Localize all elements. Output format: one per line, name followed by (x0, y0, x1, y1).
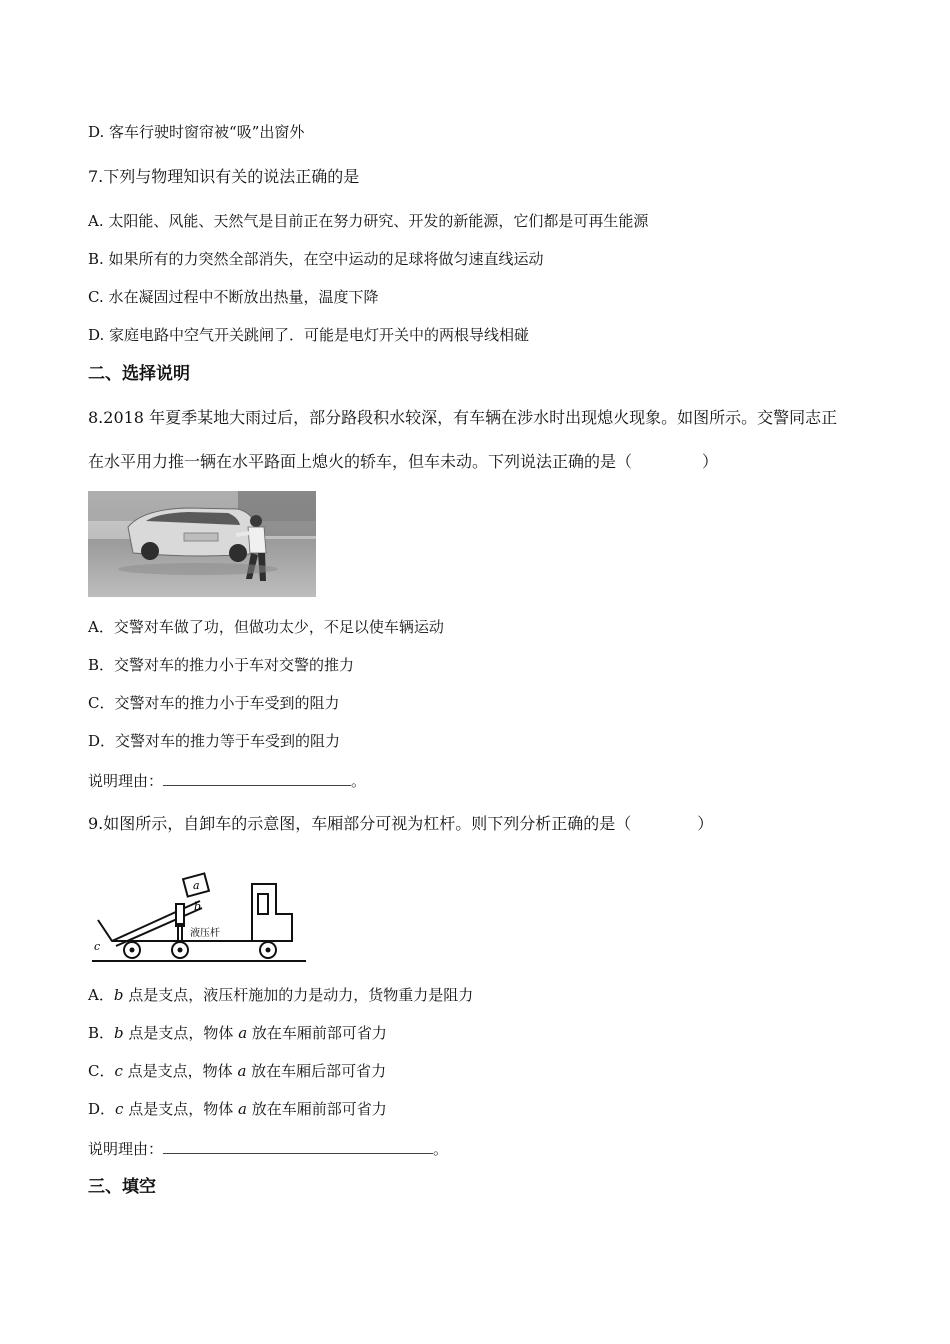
dump-truck-diagram (92, 866, 308, 966)
q6-option-d: D. 客车行驶时窗帘被“吸”出窗外 (88, 123, 305, 141)
q8-reason (88, 771, 366, 791)
q8-reason-label: 说明理由： (88, 772, 164, 790)
q8-option-a: A．交警对车做了功，但做功太少，不足以使车辆运动 (88, 618, 444, 636)
q8-option-d: D．交警对车的推力等于车受到的阻力 (88, 732, 341, 750)
q8-reason-blank[interactable] (163, 771, 351, 786)
q9-stem-close: ） (697, 814, 714, 833)
q9-option-b (88, 1023, 387, 1043)
q9-option-a (88, 985, 473, 1005)
q8-option-c: C．交警对车的推力小于车受到的阻力 (88, 694, 340, 712)
section-2-title: 二、选择说明 (88, 364, 190, 384)
q9-option-d-text: 点是支点，物体 (123, 1100, 238, 1118)
section-3-title: 三、填空 (88, 1177, 156, 1197)
q7-option-a: A. 太阳能、风能、天然气是目前正在努力研究、开发的新能源，它们都是可再生能源 (88, 212, 649, 230)
q9-option-b-text2: 放在车厢前部可省力 (247, 1024, 387, 1042)
q9-option-a-text: 点是支点，液压杆施加的力是动力，货物重力是阻力 (123, 986, 474, 1004)
q9-reason-label: 说明理由： (88, 1140, 164, 1158)
q9-reason (88, 1139, 448, 1159)
q7-option-d: D. 家庭电路中空气开关跳闸了．可能是电灯开关中的两根导线相碰 (88, 326, 530, 344)
q8-option-b: B．交警对车的推力小于车对交警的推力 (88, 656, 355, 674)
label-b: b (194, 900, 202, 913)
q9-option-a-prefix: A． (88, 986, 114, 1004)
q8-stem-line1: 8.2018 年夏季某地大雨过后，部分路段积水较深，有车辆在涉水时出现熄火现象。如图所示。交警同志正 (88, 408, 838, 427)
q8-stem-text: 在水平用力推一辆在水平路面上熄火的轿车，但车未动。下列说法正确的是（ (88, 452, 633, 471)
q9-option-b-var: b (114, 1024, 124, 1042)
q9-option-c-var2: a (237, 1062, 247, 1080)
q7-stem: 7.下列与物理知识有关的说法正确的是 (88, 167, 360, 186)
label-hydraulic-rod: 液压杆 (190, 928, 220, 939)
q7-option-b: B. 如果所有的力突然全部消失，在空中运动的足球将做匀速直线运动 (88, 250, 544, 268)
q7-option-c: C. 水在凝固过程中不断放出热量，温度下降 (88, 288, 379, 306)
q9-option-d-var: c (115, 1100, 124, 1118)
q9-option-c-text2: 放在车厢后部可省力 (246, 1062, 387, 1080)
police-pushing-car-photo (88, 491, 316, 597)
q9-option-c-text: 点是支点，物体 (122, 1062, 238, 1080)
q9-stem (88, 814, 713, 834)
q9-reason-end: 。 (433, 1140, 449, 1158)
q8-reason-end: 。 (351, 772, 367, 790)
q9-reason-blank[interactable] (163, 1139, 433, 1154)
q9-option-d-prefix: D． (88, 1100, 116, 1118)
q9-option-b-prefix: B． (88, 1024, 115, 1042)
q8-stem-line2 (88, 452, 718, 472)
label-a: a (193, 879, 200, 892)
label-c: c (94, 940, 101, 953)
q9-stem-text: 9.如图所示，自卸车的示意图，车厢部分可视为杠杆。则下列分析正确的是（ (88, 814, 632, 833)
q9-option-d (88, 1099, 387, 1119)
q9-option-c (88, 1061, 386, 1081)
q9-option-b-text: 点是支点，物体 (123, 1024, 239, 1042)
q8-stem-close: ） (702, 452, 719, 471)
q9-option-a-var: b (113, 986, 124, 1004)
q9-option-d-var2: a (237, 1100, 247, 1118)
q9-option-d-text2: 放在车厢前部可省力 (246, 1100, 387, 1118)
q9-option-c-var: c (114, 1062, 123, 1080)
q9-option-b-var2: a (238, 1024, 248, 1042)
q9-option-c-prefix: C． (88, 1062, 115, 1080)
